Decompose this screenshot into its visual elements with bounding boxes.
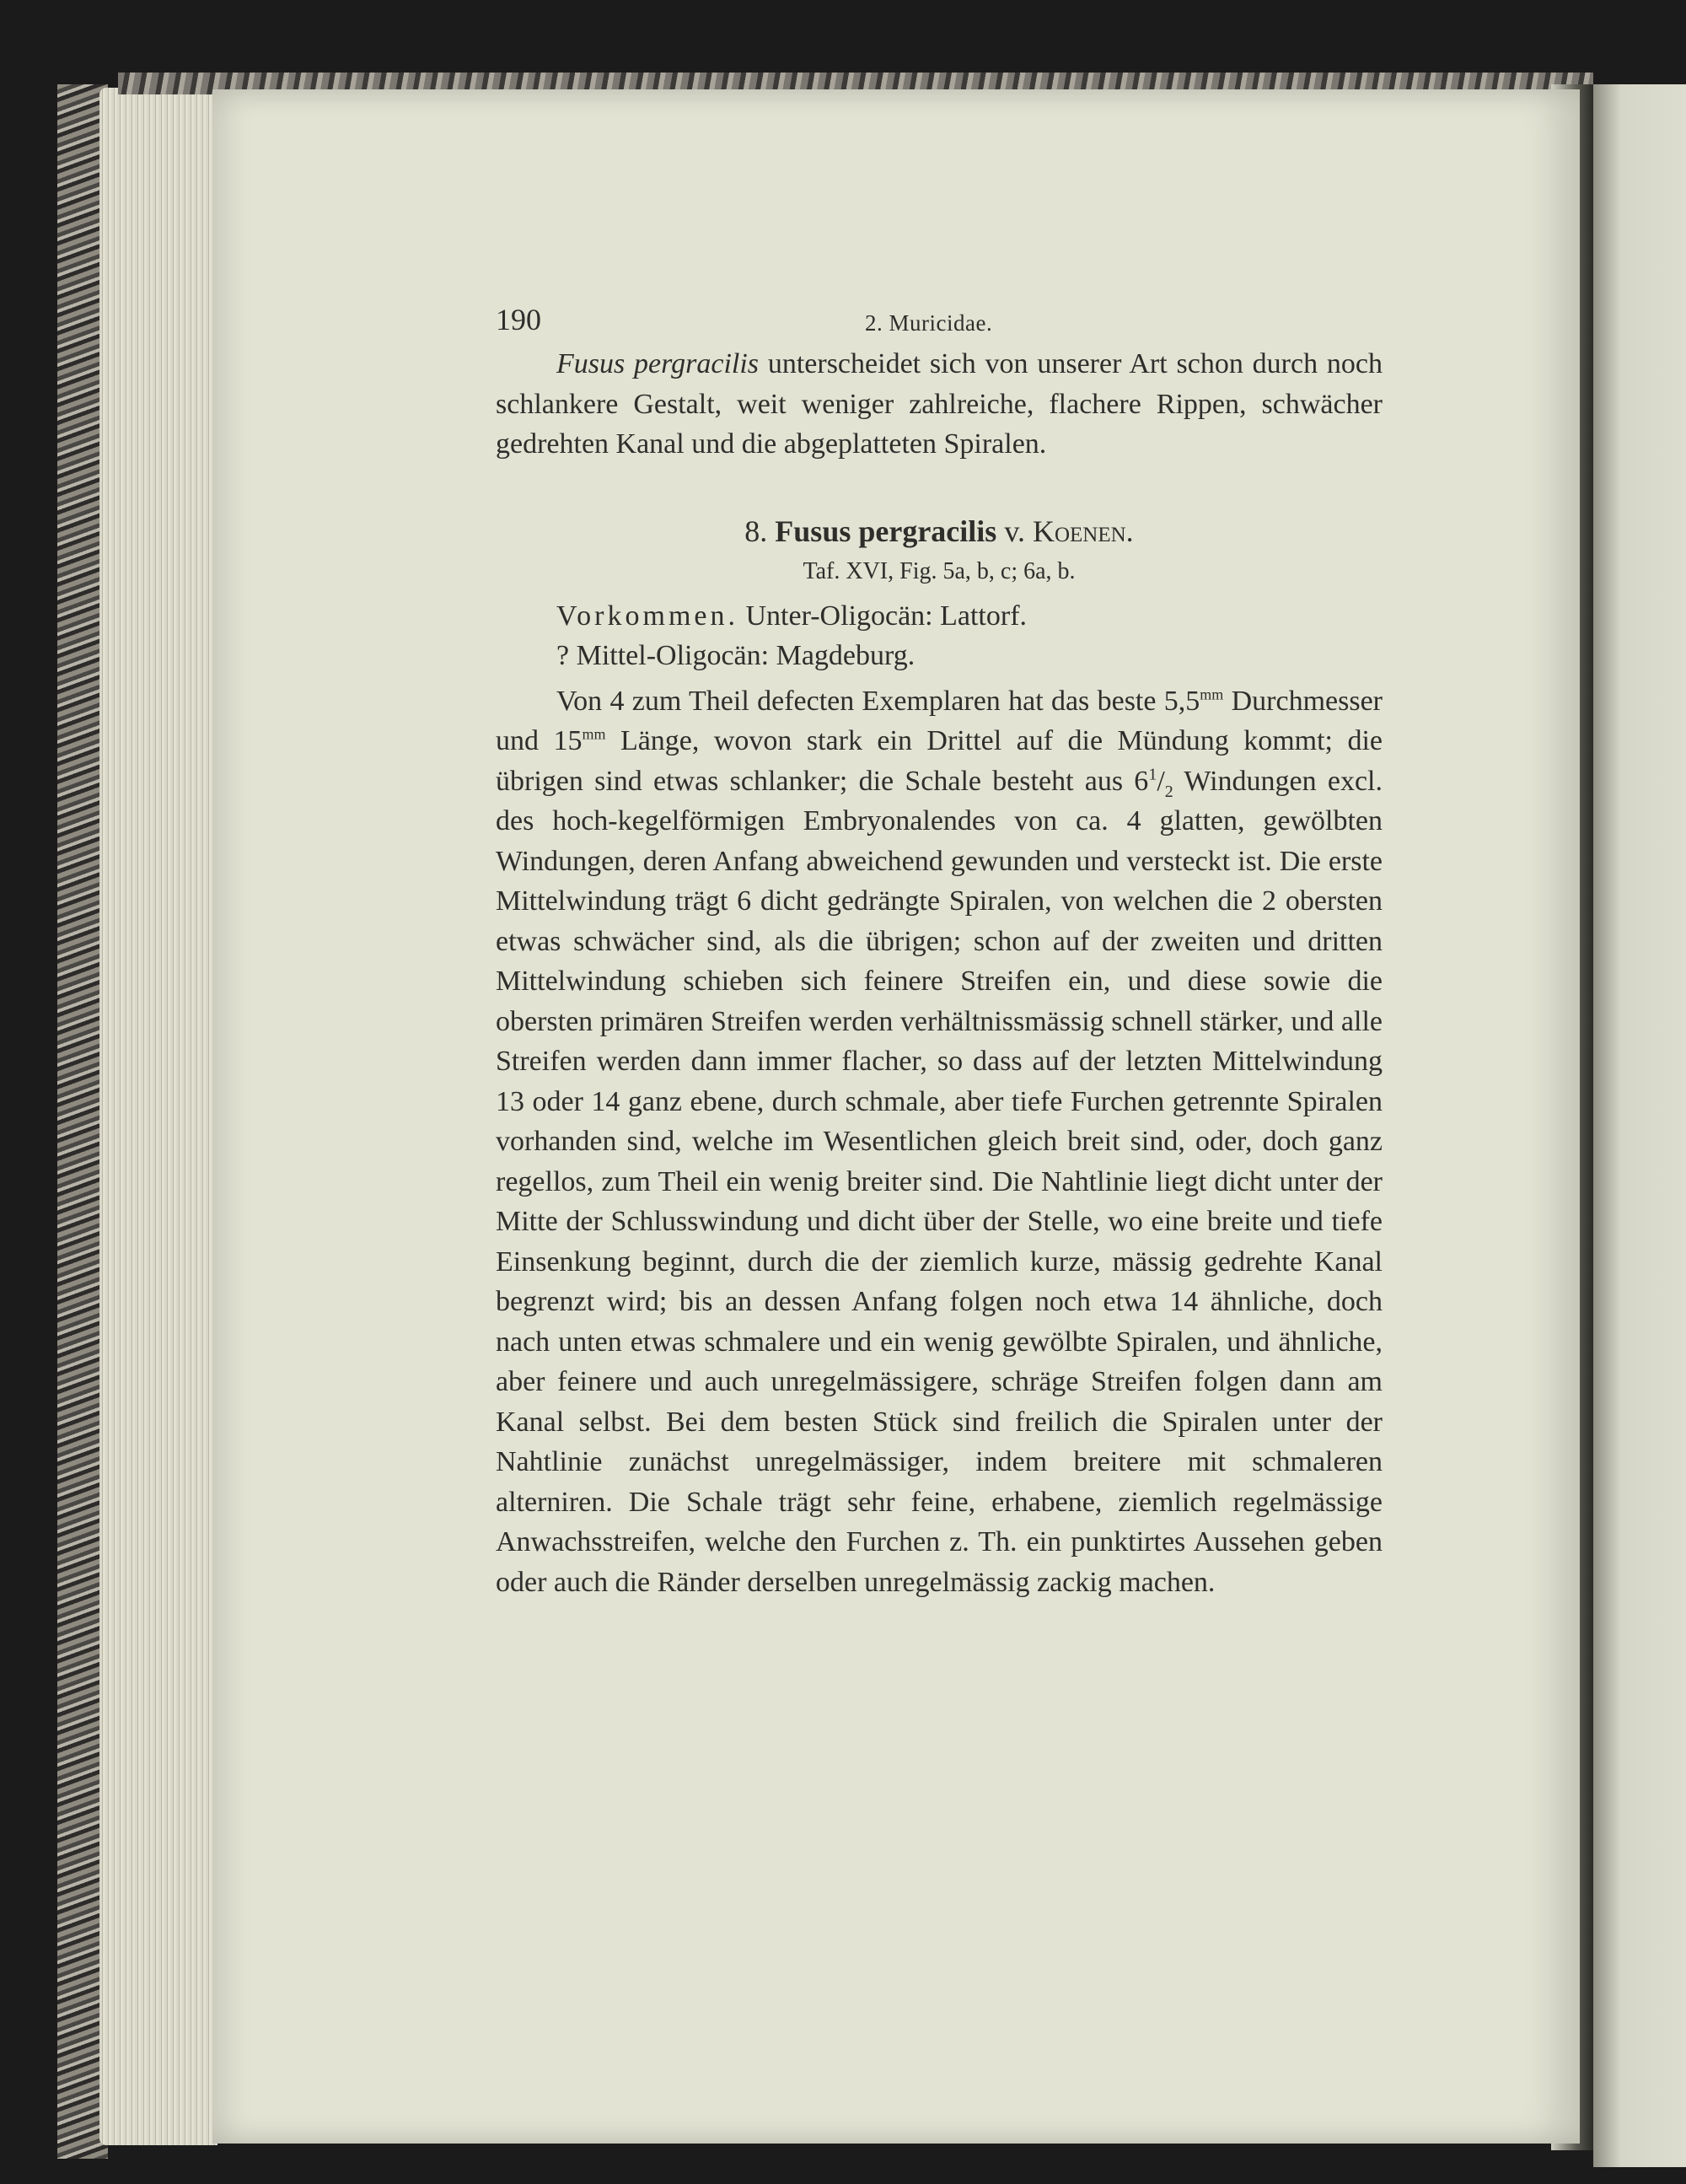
occurrence-line-1 bbox=[496, 596, 1383, 637]
body-text-a: Von 4 zum Theil defecten Exemplaren hat das beste 5,5 bbox=[556, 685, 1200, 717]
section-species: Fusus pergracilis bbox=[775, 514, 997, 548]
section-author-prefix: v. bbox=[1004, 514, 1025, 548]
facing-page bbox=[1593, 84, 1686, 2167]
fraction-one-half: $^1/_2$ bbox=[1148, 765, 1173, 801]
fraction-numerator: 1 bbox=[1148, 765, 1157, 784]
body-text-c: Länge, wovon stark ein Drittel auf die Mündung kommt; die übrigen sind etwas schlanker; die Schale besteht aus 6 bbox=[496, 725, 1383, 797]
page-number: 190 bbox=[496, 303, 541, 336]
occurrence-locality-1: Unter-Oligocän: Lattorf. bbox=[738, 600, 1028, 632]
body-text-b: Durchmesser und 15 bbox=[496, 685, 1383, 756]
fraction-denominator: 2 bbox=[1164, 782, 1173, 801]
section-title bbox=[496, 510, 1383, 552]
section-number: 8. bbox=[744, 514, 768, 548]
page-text-block bbox=[496, 300, 1383, 1602]
plate-reference: Taf. XVI, Fig. 5a, b, c; 6a, b. bbox=[803, 557, 1076, 584]
body-text-d: Windungen excl. des hoch-kegelförmigen Embryonalendes von ca. 4 glatten, gewölbten Windungen, deren Anfang abweichend gewunden und versteckt ist. Die erste Mittelwindung trägt 6 dicht gedrängte Spiralen, von welchen die 2 obersten etwas schwächer sind, als die übrigen; schon auf der zweiten und dritten Mittelwindung schieben sich feinere Streifen ein, und diese sowie die obersten primären Streifen werden verhältnissmässig schnell stärker, und alle Streifen werden dann immer flacher, so dass auf der letzten Mittelwindung 13 oder 14 ganz ebene, durch schmale, aber tiefe Furchen getrennte Spiralen vorhanden sind, welche im Wesentlichen gleich breit sind, oder, doch ganz regellos, zum Theil ein wenig breiter sind. Die Nahtlinie liegt dicht unter der Mitte der Schlusswindung und dicht über der Stelle, wo eine breite und tiefe Einsenkung beginnt, durch die der ziemlich kurze, mässig gedrehte Kanal begrenzt wird; bis an dessen Anfang folgen noch etwa 14 ähnliche, doch nach unten etwas schmalere und ein wenig gewölbte Spiralen, und ähnliche, aber feinere und auch unregelmässigere, schräge Streifen folgen dann am Kanal selbst. Bei dem besten Stück sind freilich die Spiralen unter der Nahtlinie zunächst unregelmässiger, indem breitere mit schmaleren alterniren. Die Schale trägt sehr feine, erhabene, ziemlich regelmässige Anwachsstreifen, welche den Furchen z. Th. ein punktirtes Aussehen geben oder auch die Ränder derselben unregelmässig zackig machen. bbox=[496, 765, 1383, 1598]
occurrence-label: Vorkommen. bbox=[556, 600, 738, 632]
occurrence-line-2: ? Mittel-Oligocän: Magdeburg. bbox=[556, 640, 915, 671]
description-paragraph bbox=[496, 681, 1383, 1603]
running-head: 2. Muricidae. bbox=[865, 310, 993, 336]
unit-mm-2: mm bbox=[582, 725, 606, 743]
book-page-edges bbox=[99, 88, 217, 2145]
intro-paragraph bbox=[496, 344, 1383, 465]
intro-species-name: Fusus pergracilis bbox=[556, 348, 760, 379]
unit-mm-1: mm bbox=[1200, 686, 1224, 703]
section-author: Koenen. bbox=[1032, 514, 1134, 548]
intro-text: unterscheidet sich von unserer Art schon durch noch schlankere Gestalt, weit weniger zahlreiche, flachere Rippen, schwächer gedrehten Kanal und die abgeplatteten Spiralen. bbox=[496, 348, 1383, 460]
page-header bbox=[496, 300, 1383, 344]
